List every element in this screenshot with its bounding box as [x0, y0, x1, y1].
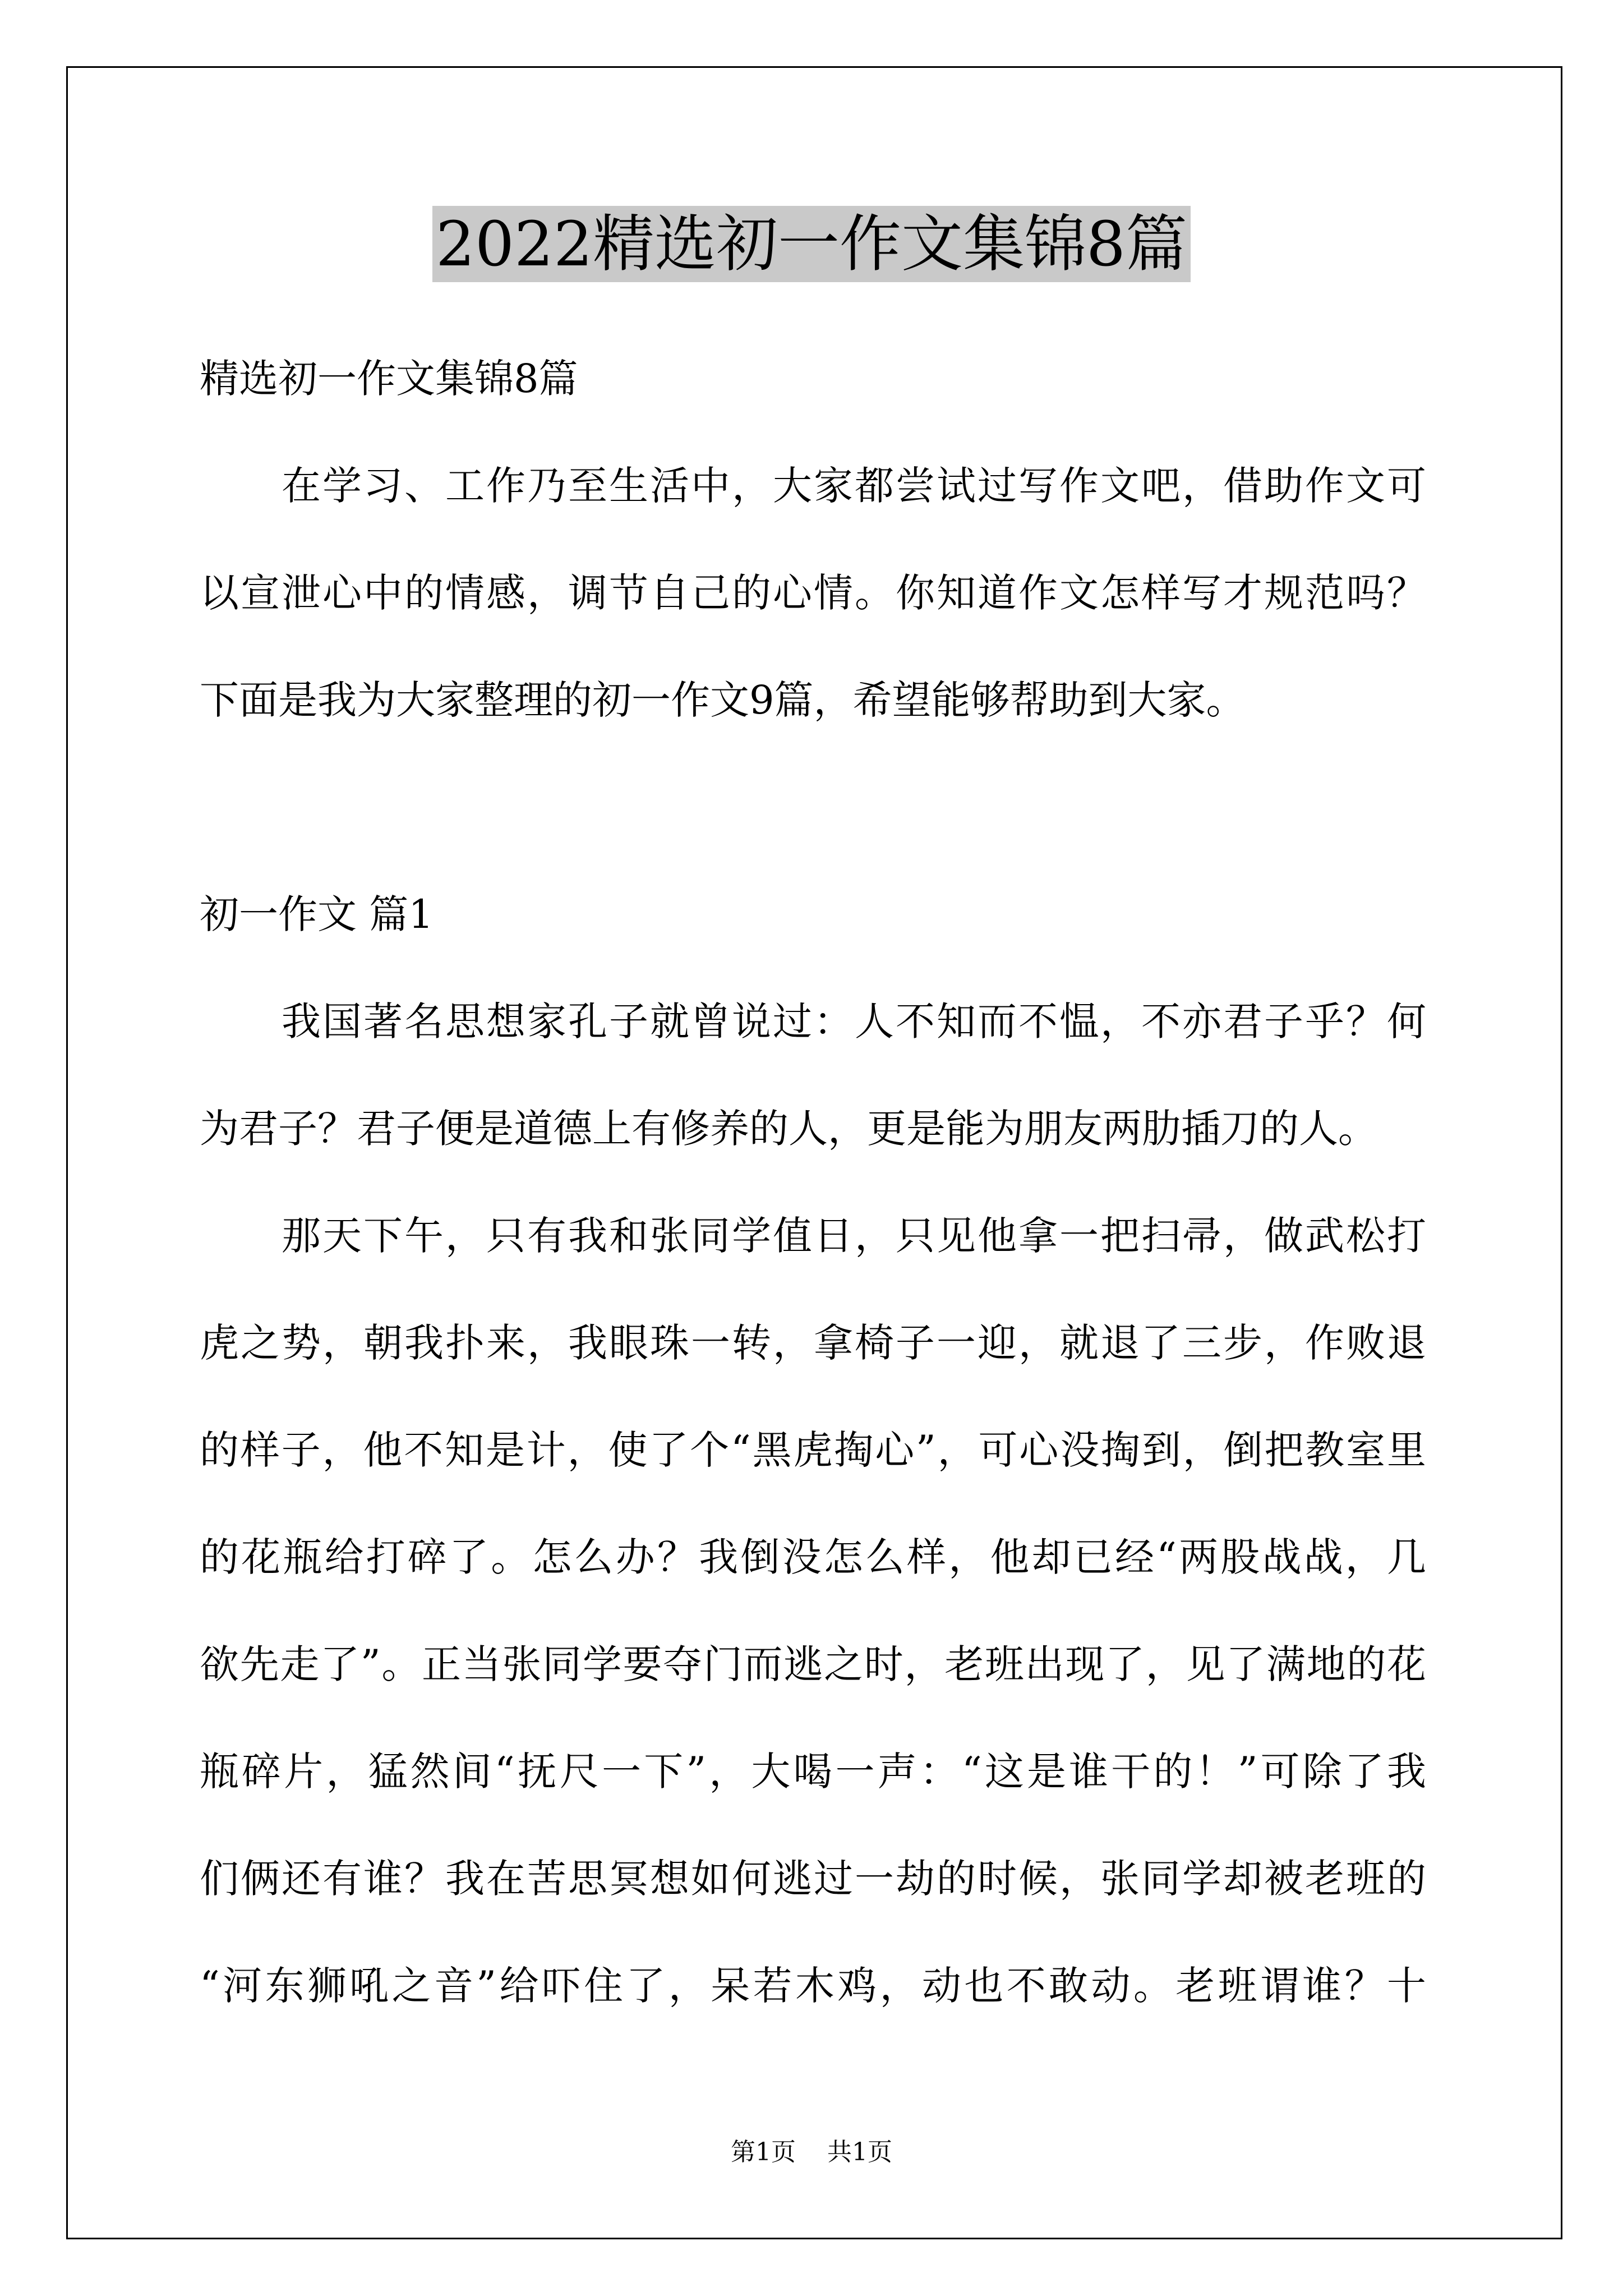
page-footer	[0, 2137, 1623, 2168]
paragraph-2-line-6: 瓶碎片，猛然间“抚尺一下”，大喝一声：“这是谁干的！”可除了我	[200, 1749, 1426, 1795]
document-subtitle: 精选初一作文集锦8篇	[200, 356, 578, 402]
section-heading: 初一作文 篇1	[200, 891, 434, 937]
intro-line-2: 以宣泄心中的情感，调节自己的心情。你知道作文怎样写才规范吗？	[200, 570, 1426, 616]
paragraph-2-line-2: 虎之势，朝我扑来，我眼珠一转，拿椅子一迎，就退了三步，作败退	[200, 1320, 1426, 1366]
blank-line	[200, 754, 1426, 861]
paragraph-2-line-3: 的样子，他不知是计，使了个“黑虎掏心”，可心没掏到，倒把教室里	[200, 1427, 1426, 1473]
paragraph-1-line-2: 为君子？君子便是道德上有修养的人，更是能为朋友两肋插刀的人。	[200, 1106, 1377, 1152]
document-body	[200, 325, 1426, 2040]
paragraph-2-line-5: 欲先走了”。正当张同学要夺门而逃之时，老班出现了，见了满地的花	[200, 1641, 1426, 1687]
intro-line-1: 在学习、工作乃至生活中，大家都尝试过写作文吧，借助作文可	[282, 463, 1426, 509]
paragraph-2-line-1: 那天下午，只有我和张同学值日，只见他拿一把扫帚，做武松打	[282, 1213, 1426, 1259]
page-total: 共1页	[827, 2138, 892, 2166]
title-container	[0, 206, 1623, 282]
page-number: 第1页	[731, 2138, 796, 2166]
paragraph-2-line-4: 的花瓶给打碎了。怎么办？我倒没怎么样，他却已经“两股战战，几	[200, 1534, 1426, 1580]
paragraph-2-line-8: “河东狮吼之音”给吓住了，呆若木鸡，动也不敢动。老班谓谁？十	[200, 1963, 1426, 2009]
document-title: 2022精选初一作文集锦8篇	[432, 206, 1191, 282]
intro-line-3: 下面是我为大家整理的初一作文9篇，希望能够帮助到大家。	[200, 677, 1246, 723]
paragraph-1-line-1: 我国著名思想家孔子就曾说过：人不知而不愠，不亦君子乎？何	[282, 999, 1426, 1045]
paragraph-2-line-7: 们俩还有谁？我在苦思冥想如何逃过一劫的时候，张同学却被老班的	[200, 1856, 1426, 1902]
